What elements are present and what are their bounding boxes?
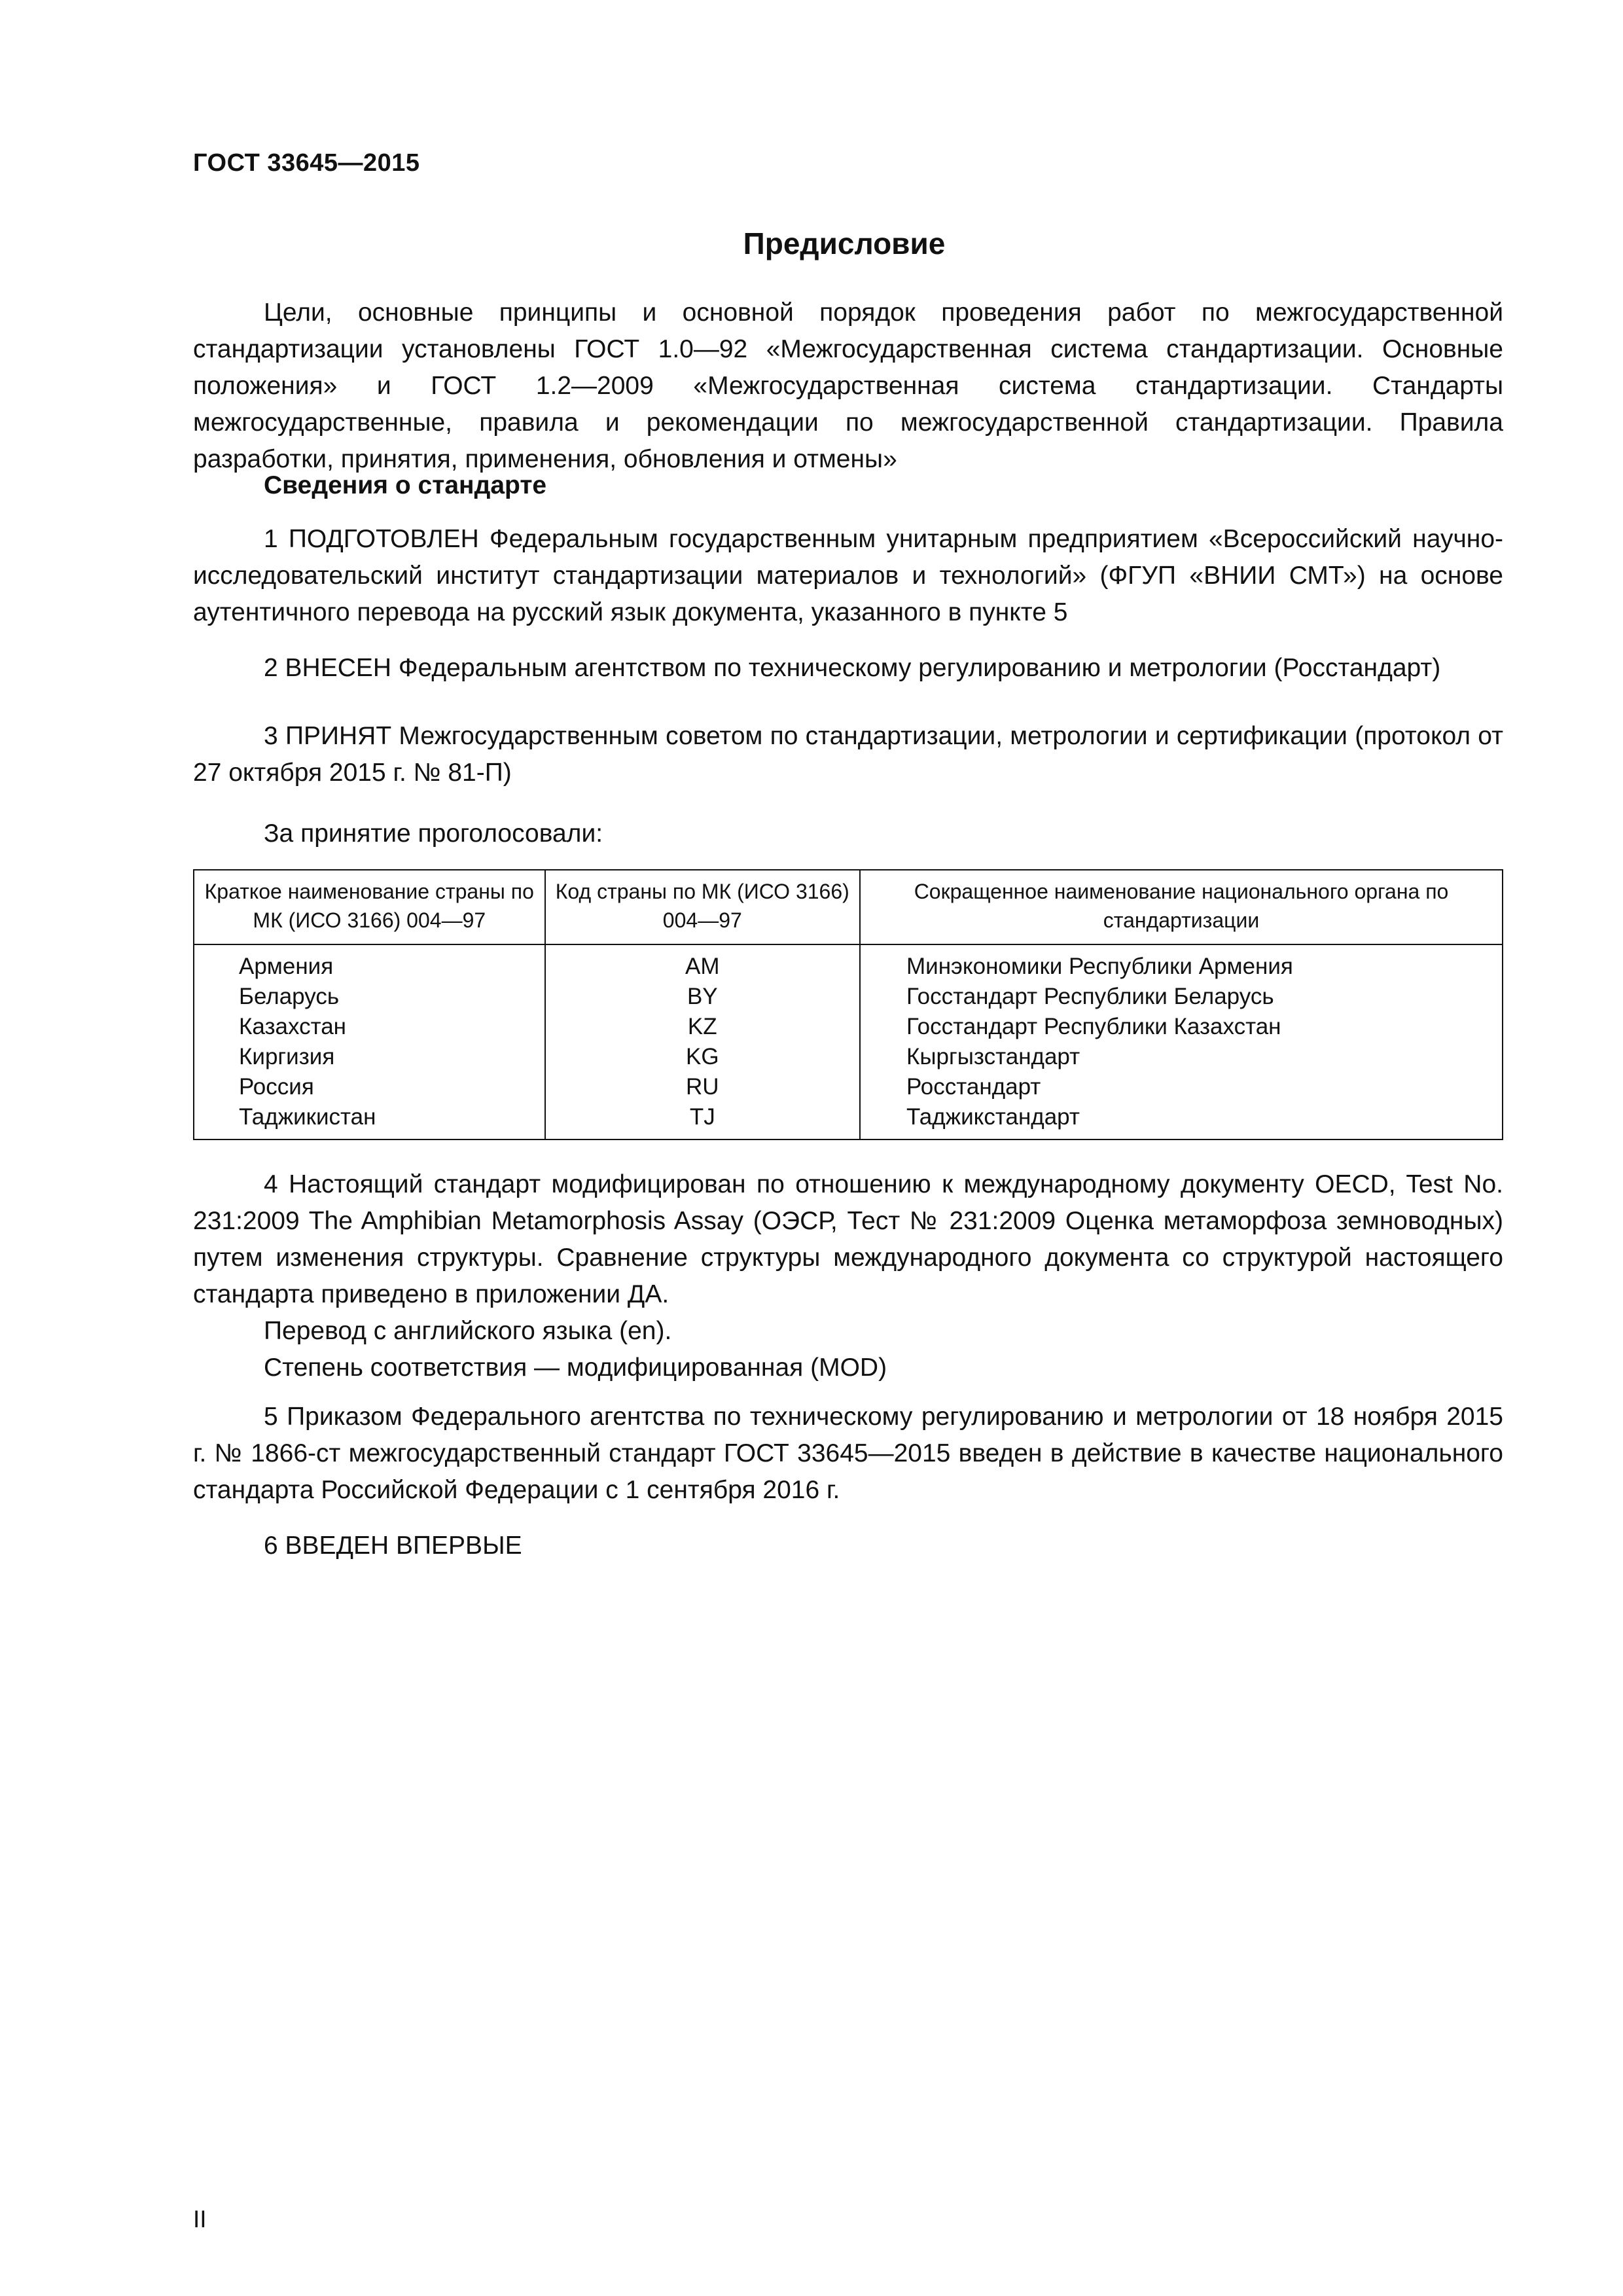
item-6 xyxy=(193,1528,1503,1564)
voting-table xyxy=(193,869,1503,1140)
item-4 xyxy=(193,1166,1503,1386)
intro-paragraph xyxy=(193,295,1503,478)
cell-country: Армения xyxy=(194,944,545,982)
item-1-text: 1 ПОДГОТОВЛЕН Федеральным государственным унитарным предприятием «Всероссийский научно-исследовательский институт стандартизации материалов и технологий» (ФГУП «ВНИИ СМТ») на основе аутентичного перевода на русский язык документа, указанного в пункте 5 xyxy=(193,525,1503,626)
item-5-text: 5 Приказом Федерального агентства по техническому регулированию и метрологии от 18 ноября 2015 г. № 1866-ст межгосударственный стандарт ГОСТ 33645—2015 введен в действие в качестве национального стандарта Российской Федерации с 1 сентября 2016 г. xyxy=(193,1403,1503,1504)
intro-text: Цели, основные принципы и основной порядок проведения работ по межгосударственной стандартизации установлены ГОСТ 1.0—92 «Межгосударственная система стандартизации. Основные положения» и ГОСТ 1.2—2009 «Межгосударственная система стандартизации. Стандарты межгосударственные, правила и рекомендации по межгосударственной стандартизации. Правила разработки, принятия, применения, обновления и отмены» xyxy=(193,298,1503,473)
cell-code: TJ xyxy=(545,1102,860,1139)
cell-body: Минэкономики Республики Армения xyxy=(860,944,1503,982)
page-number: II xyxy=(193,2206,207,2233)
table-row xyxy=(194,944,1503,982)
item-5 xyxy=(193,1399,1503,1509)
table-row xyxy=(194,1012,1503,1042)
cell-country: Россия xyxy=(194,1072,545,1102)
document-header: ГОСТ 33645—2015 xyxy=(193,149,420,177)
cell-code: KG xyxy=(545,1042,860,1072)
cell-code: RU xyxy=(545,1072,860,1102)
cell-body: Госстандарт Республики Беларусь xyxy=(860,982,1503,1012)
table-row xyxy=(194,1042,1503,1072)
info-heading: Сведения о стандарте xyxy=(264,471,547,499)
cell-country: Казахстан xyxy=(194,1012,545,1042)
table-header-row xyxy=(194,870,1503,944)
table-row xyxy=(194,1102,1503,1139)
cell-body: Госстандарт Республики Казахстан xyxy=(860,1012,1503,1042)
item-4-text: 4 Настоящий стандарт модифицирован по отношению к международному документу OECD, Test No. 231:2009 The Amphibian Metamorphosis Assay (ОЭСР, Тест № 231:2009 Оценка метаморфоза земноводных) путем изменения структуры. Сравнение структуры международного документа со структурой настоящего стандарта приведено в приложении ДА. xyxy=(193,1170,1503,1308)
item-3-text: 3 ПРИНЯТ Межгосударственным советом по стандартизации, метрологии и сертификации (протокол от 27 октября 2015 г. № 81-П) xyxy=(193,722,1503,787)
table-header-body: Сокращенное наименование национального органа по стандартизации xyxy=(860,870,1503,944)
item-4-degree: Степень соответствия — модифицированная (MOD) xyxy=(264,1354,887,1382)
page-title: Предисловие xyxy=(743,226,946,260)
cell-country: Беларусь xyxy=(194,982,545,1012)
voted-label xyxy=(193,816,1503,852)
item-4-translation: Перевод с английского языка (en). xyxy=(264,1317,672,1345)
cell-code: BY xyxy=(545,982,860,1012)
cell-body: Росстандарт xyxy=(860,1072,1503,1102)
cell-country: Таджикистан xyxy=(194,1102,545,1139)
item-2-text: 2 ВНЕСЕН Федеральным агентством по техническому регулированию и метрологии (Росстандарт) xyxy=(264,654,1441,682)
item-3 xyxy=(193,718,1503,791)
item-1 xyxy=(193,521,1503,631)
cell-body: Кыргызстандарт xyxy=(860,1042,1503,1072)
cell-code: AM xyxy=(545,944,860,982)
cell-body: Таджикстандарт xyxy=(860,1102,1503,1139)
table-header-code: Код страны по МК (ИСО 3166) 004—97 xyxy=(545,870,860,944)
item-2 xyxy=(193,650,1503,687)
table-row xyxy=(194,1072,1503,1102)
cell-code: KZ xyxy=(545,1012,860,1042)
table-header-country: Краткое наименование страны по МК (ИСО 3166) 004—97 xyxy=(194,870,545,944)
voted-label-text: За принятие проголосовали: xyxy=(264,819,603,848)
item-6-text: 6 ВВЕДЕН ВПЕРВЫЕ xyxy=(264,1532,522,1560)
cell-country: Киргизия xyxy=(194,1042,545,1072)
table-row xyxy=(194,982,1503,1012)
